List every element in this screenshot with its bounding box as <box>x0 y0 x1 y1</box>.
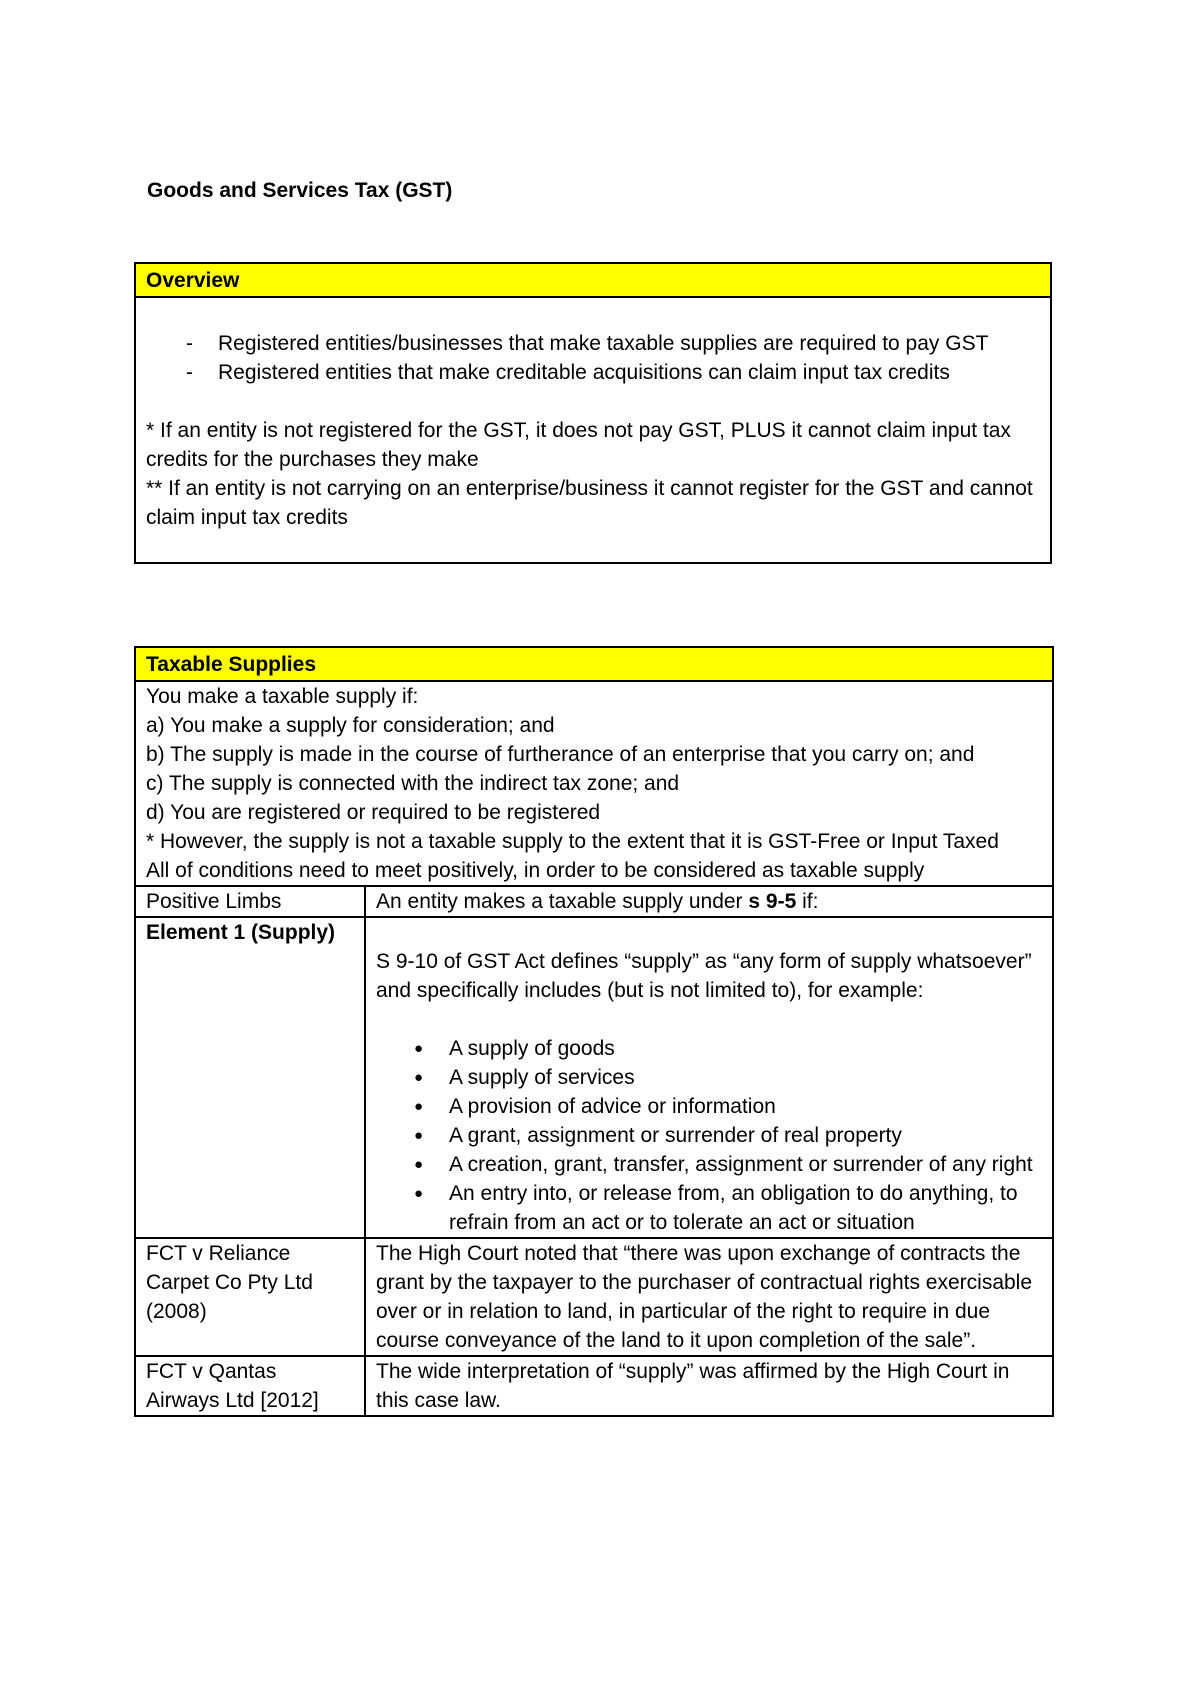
list-item: ● A supply of services <box>376 1063 1042 1092</box>
positive-limbs-text <box>365 886 1053 917</box>
overview-note-2: ** If an entity is not carrying on an enterprise/business it cannot register for the GST and cannot claim input tax credits <box>146 477 1033 529</box>
supply-definition: S 9-10 of GST Act defines “supply” as “any form of supply whatsoever” and specifically includes (but is not limited to), for example: <box>376 950 1032 1002</box>
section-reference: s 9-5 <box>748 890 797 913</box>
overview-body <box>135 297 1051 563</box>
element-1-content <box>365 917 1053 1238</box>
list-item: ● A grant, assignment or surrender of real property <box>376 1121 1042 1150</box>
limbs-text: An entity makes a taxable supply under <box>376 890 749 913</box>
intro-line: * However, the supply is not a taxable supply to the extent that it is GST-Free or Input Taxed <box>146 830 999 853</box>
case-text: The High Court noted that “there was upon exchange of contracts the grant by the taxpayer to the purchaser of contractual rights exercisable over or in relation to land, in particular of the right to require in due course conveyance of the land to it upon completion of the sale”. <box>365 1238 1053 1356</box>
case-name: FCT v Qantas Airways Ltd [2012] <box>135 1356 365 1416</box>
overview-table <box>134 262 1052 564</box>
overview-list <box>146 329 1040 387</box>
taxable-supplies-intro <box>135 681 1053 886</box>
list-item: ● An entry into, or release from, an obligation to do anything, to refrain from an act or to tolerate an act or situation <box>376 1179 1042 1237</box>
limbs-suffix: if: <box>796 890 819 913</box>
intro-line: d) You are registered or required to be registered <box>146 801 601 824</box>
overview-note-1: * If an entity is not registered for the GST, it does not pay GST, PLUS it cannot claim input tax credits for the purchases they make <box>146 419 1011 471</box>
intro-line: You make a taxable supply if: <box>146 685 419 708</box>
taxable-supplies-header: Taxable Supplies <box>135 647 1053 681</box>
list-item: - Registered entities/businesses that make taxable supplies are required to pay GST <box>146 329 1040 358</box>
case-name: FCT v Reliance Carpet Co Pty Ltd (2008) <box>135 1238 365 1356</box>
positive-limbs-label: Positive Limbs <box>135 886 365 917</box>
taxable-supplies-table <box>134 646 1054 1417</box>
list-item: ● A creation, grant, transfer, assignment or surrender of any right <box>376 1150 1042 1179</box>
intro-line: All of conditions need to meet positively, in order to be considered as taxable supply <box>146 859 925 882</box>
overview-header: Overview <box>135 263 1051 297</box>
element-1-label: Element 1 (Supply) <box>135 917 365 1238</box>
intro-line: a) You make a supply for consideration; and <box>146 714 555 737</box>
intro-line: b) The supply is made in the course of furtherance of an enterprise that you carry on; and <box>146 743 975 766</box>
supply-examples-list <box>376 1034 1042 1237</box>
intro-line: c) The supply is connected with the indirect tax zone; and <box>146 772 680 795</box>
list-item: - Registered entities that make creditable acquisitions can claim input tax credits <box>146 358 1040 387</box>
list-item: ● A provision of advice or information <box>376 1092 1042 1121</box>
case-text: The wide interpretation of “supply” was affirmed by the High Court in this case law. <box>365 1356 1053 1416</box>
list-item: ● A supply of goods <box>376 1034 1042 1063</box>
document-title: Goods and Services Tax (GST) <box>147 179 453 202</box>
